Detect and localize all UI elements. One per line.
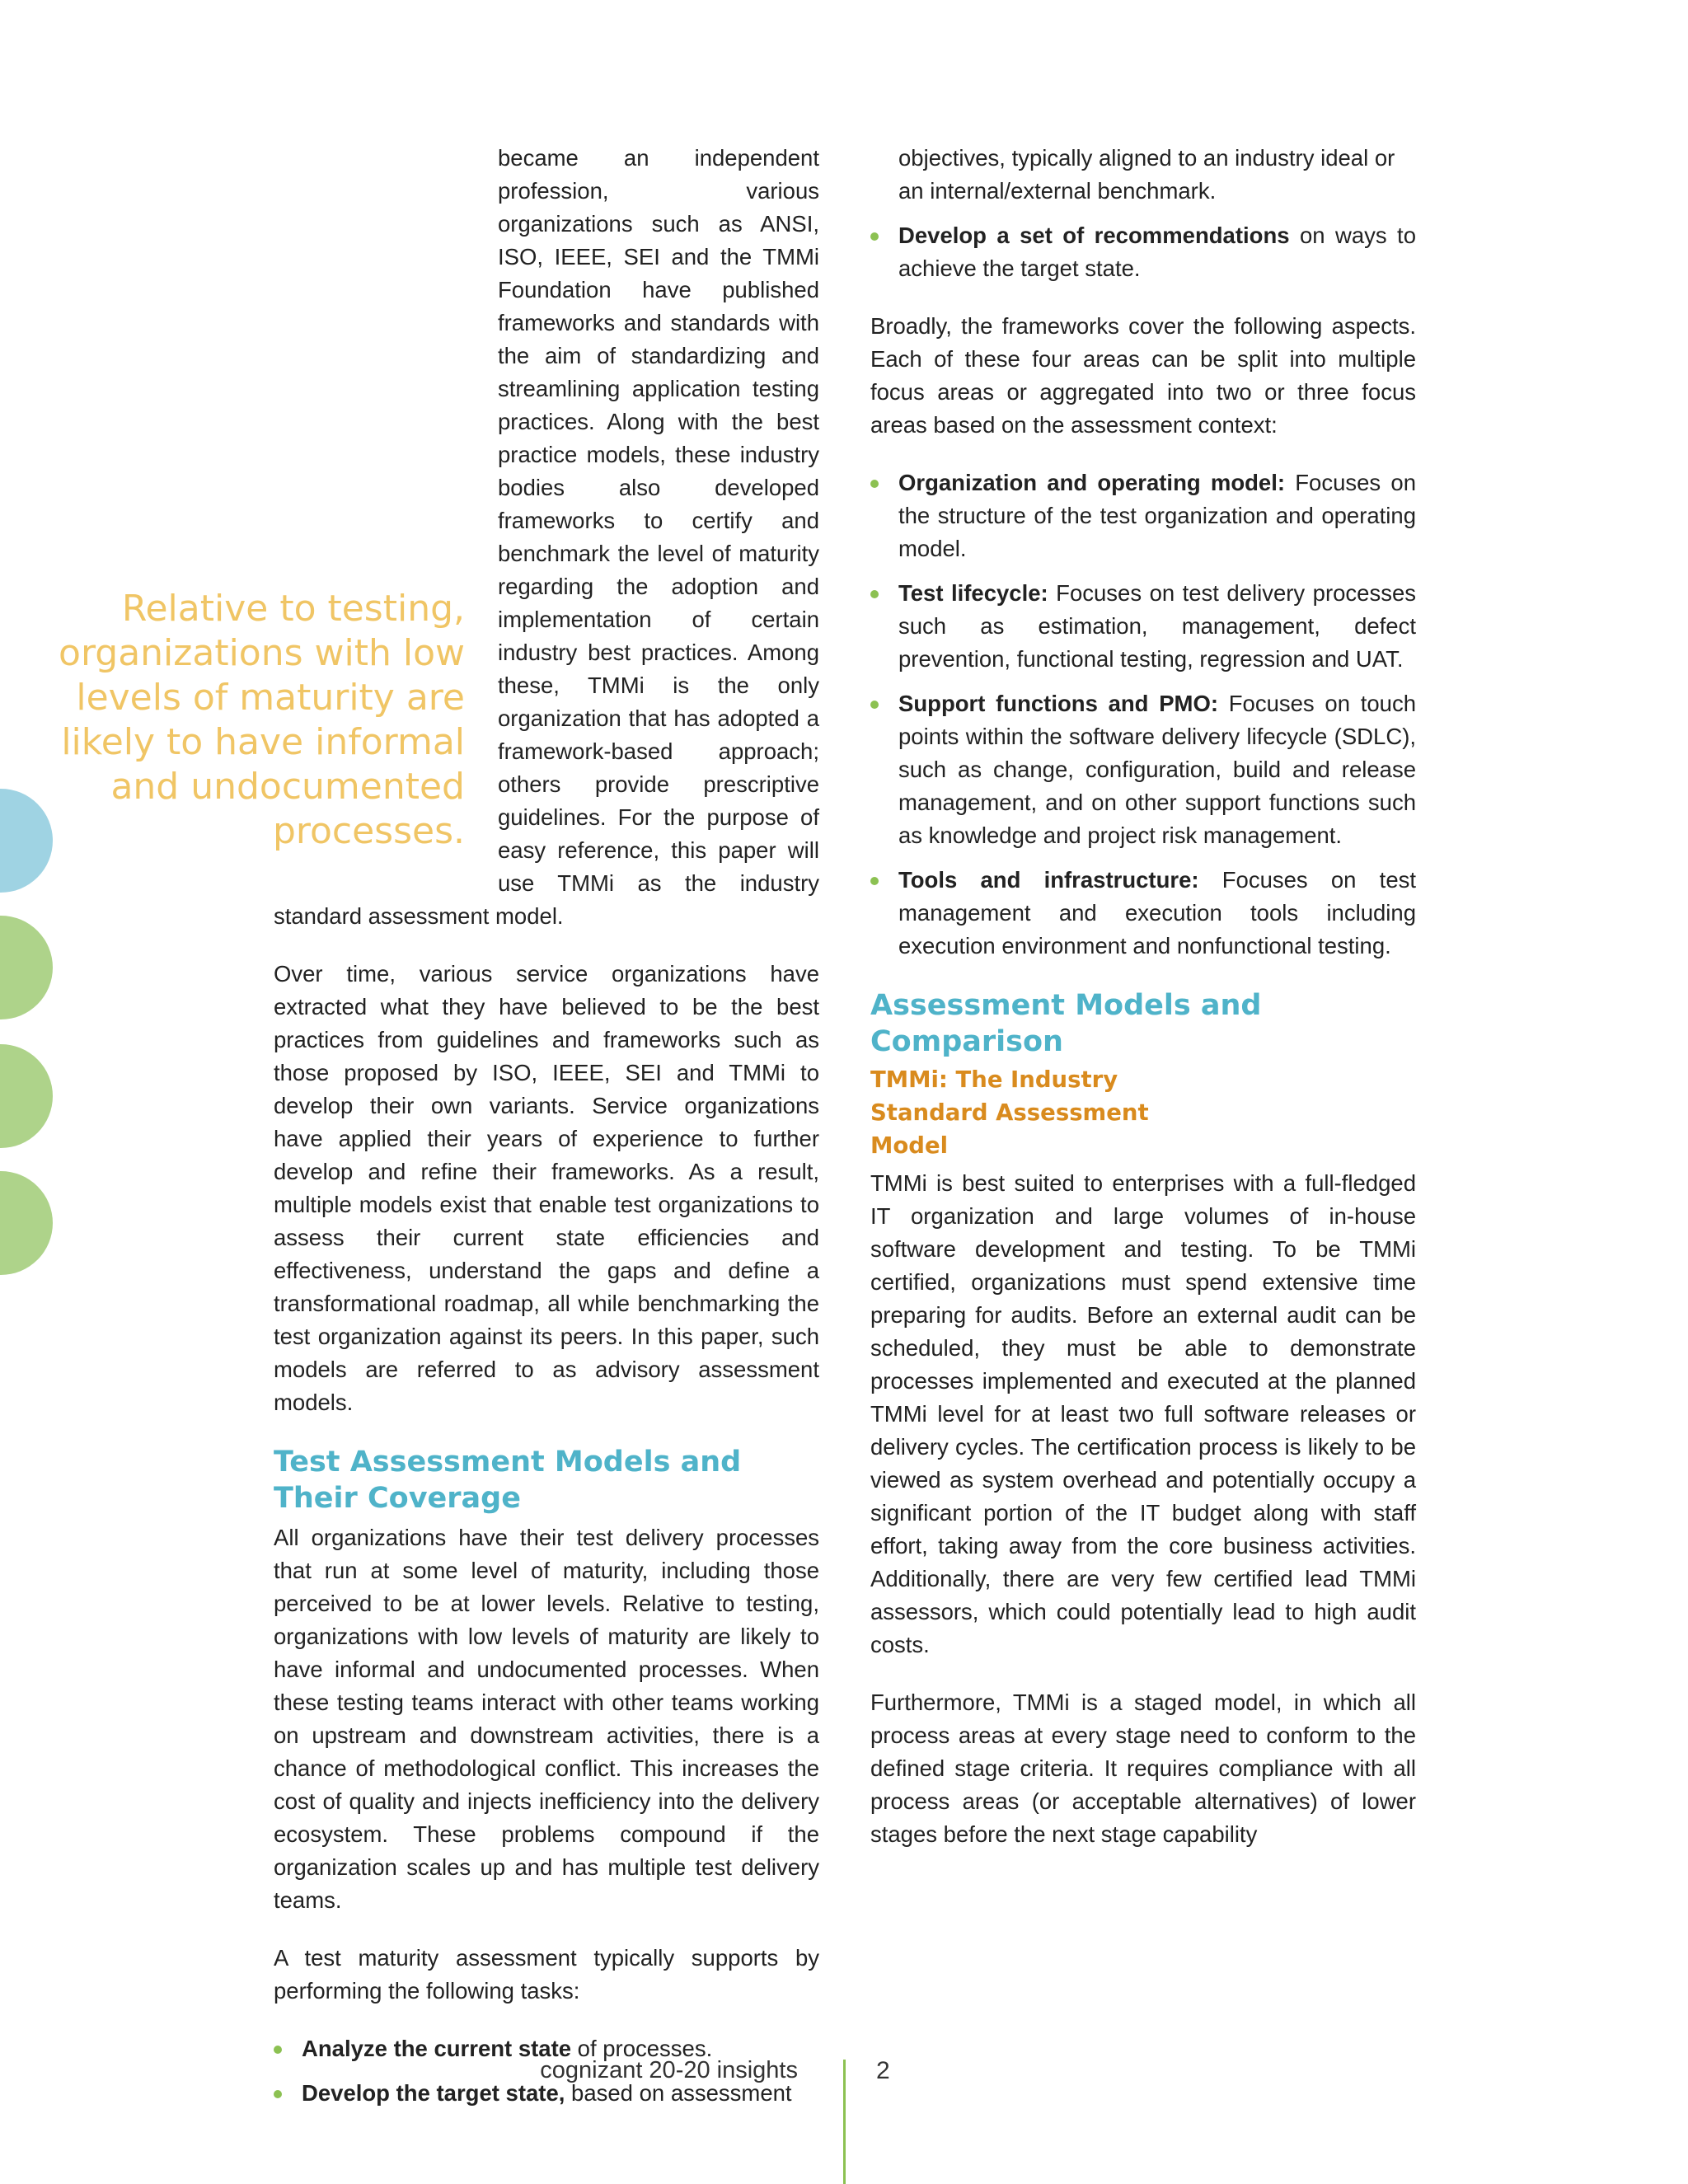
bullet-icon bbox=[274, 2046, 282, 2054]
left-paragraph-4: A test maturity assessment typically supports by performing the following tasks: bbox=[274, 1945, 819, 2004]
right-paragraph-3: Furthermore, TMMi is a staged model, in which all process areas at every stage need to conform to the defined stage criteria. It requires compliance with all process areas (or acceptable alternatives) of lower stages before the next stage capability bbox=[870, 1690, 1416, 1847]
footer-publication: cognizant 20-20 insights bbox=[540, 2057, 798, 2083]
bullet-icon bbox=[274, 2090, 282, 2098]
bullet-icon bbox=[870, 480, 879, 488]
right-paragraph-1: Broadly, the frameworks cover the following aspects. Each of these four areas can be split into multiple focus areas or aggregated into two or three focus areas based on the assessment context: bbox=[870, 313, 1416, 438]
subheading-tmmi-standard: TMMi: The Industry Standard Assessment Model bbox=[870, 1066, 1149, 1159]
decorative-circle-green-3 bbox=[0, 1171, 53, 1275]
list-item: Organization and operating model: Focuses on the structure of the test organization and operating model. bbox=[870, 466, 1416, 565]
bullet-icon bbox=[870, 701, 879, 709]
right-paragraph-2: TMMi is best suited to enterprises with a full-fledged IT organization and large volumes of in-house software development and testing. To be TMMi certified, organizations must spend extensive time preparing for audits. Before an external audit can be scheduled, they must be able to demonstrate processes implemented and executed at the planned TMMi level for at least two full software releases or delivery cycles. The certification process is likely to be viewed as system overhead and potentially occupy a significant portion of the IT budget along with staff effort, taking away from the core business activities. Additionally, there are very few certified lead TMMi assessors, which could potentially lead to high audit costs. bbox=[870, 1170, 1416, 1657]
list-item: Develop the target state, based on assessment bbox=[274, 2077, 819, 2110]
decorative-circle-green-2 bbox=[0, 1044, 53, 1148]
section-heading-assessment-models-comparison: Assessment Models and Comparison bbox=[870, 989, 1262, 1058]
bullet-icon bbox=[870, 232, 879, 241]
left-column bbox=[274, 142, 819, 2110]
aspect-list bbox=[870, 466, 1416, 963]
list-item: Support functions and PMO: Focuses on touch points within the software delivery lifecycle (SDLC), such as change, configuration, build and release management, and on other support functions such as knowledge and project risk management. bbox=[870, 687, 1416, 852]
pull-quote-wrap-spacer bbox=[274, 544, 498, 887]
bullet-icon bbox=[870, 590, 879, 598]
footer-divider bbox=[843, 2060, 846, 2184]
list-item: Analyze the current state of processes. bbox=[274, 2032, 819, 2065]
task-list-continued bbox=[870, 219, 1416, 285]
left-paragraph-2: Over time, various service organizations have extracted what they have believed to be the best practices from guidelines and frameworks such as those proposed by ISO, IEEE, SEI and TMMi to develop their own variants. Service organizations have applied their years of experience to further develop and refine their frameworks. As a result, multiple models exist that enable test organizations to assess their current state efficiencies and effectiveness, understand the gaps and define a transformational roadmap, all while benchmarking the test organization against its peers. In this paper, such models are referred to as advisory assessment models. bbox=[274, 961, 819, 1415]
decorative-circle-green-1 bbox=[0, 916, 53, 1019]
bullet-icon bbox=[870, 877, 879, 885]
section-heading-test-assessment-models: Test Assessment Models and Their Coverage bbox=[274, 1446, 742, 1515]
task-continuation: objectives, typically aligned to an industry ideal or an internal/external benchmark. bbox=[898, 145, 1395, 204]
left-paragraph-3: All organizations have their test delivery processes that run at some level of maturity, including those perceived to be at lower levels. Relative to testing, organizations with low levels of maturity are likely to have informal and undocumented processes. When these testing teams interact with other teams working on upstream and downstream activities, there is a chance of methodological conflict. This increases the cost of quality and injects inefficiency into the delivery ecosystem. These problems compound if the organization scales up and has multiple test delivery teams. bbox=[274, 1525, 819, 1913]
right-column bbox=[870, 142, 1416, 1851]
list-item: Develop a set of recommendations on ways to achieve the target state. bbox=[870, 219, 1416, 285]
page-number: 2 bbox=[876, 2057, 890, 2084]
left-paragraph-1: became an independent profession, various organizations such as ANSI, ISO, IEEE, SEI and the TMMi Foundation have published frameworks and standards with the aim of standardizing and streamlining application testing practices. Along with the best practice models, these industry bodies also developed frameworks to certify and benchmark the level of maturity regarding the adoption and implementation of certain industry best practices. Among these, TMMi is the only organization that has adopted a framework-based approach; others provide prescriptive guidelines. For the purpose of easy reference, this paper will use TMMi as the industry standard assessment model. bbox=[274, 145, 819, 929]
pull-quote: Relative to testing, organizations with low levels of maturity are likely to have informal and undocumented processes. bbox=[59, 588, 465, 852]
list-item: Tools and infrastructure: Focuses on test management and execution tools including execution environment and nonfunctional testing. bbox=[870, 864, 1416, 963]
list-item: Test lifecycle: Focuses on test delivery processes such as estimation, management, defect prevention, functional testing, regression and UAT. bbox=[870, 577, 1416, 676]
